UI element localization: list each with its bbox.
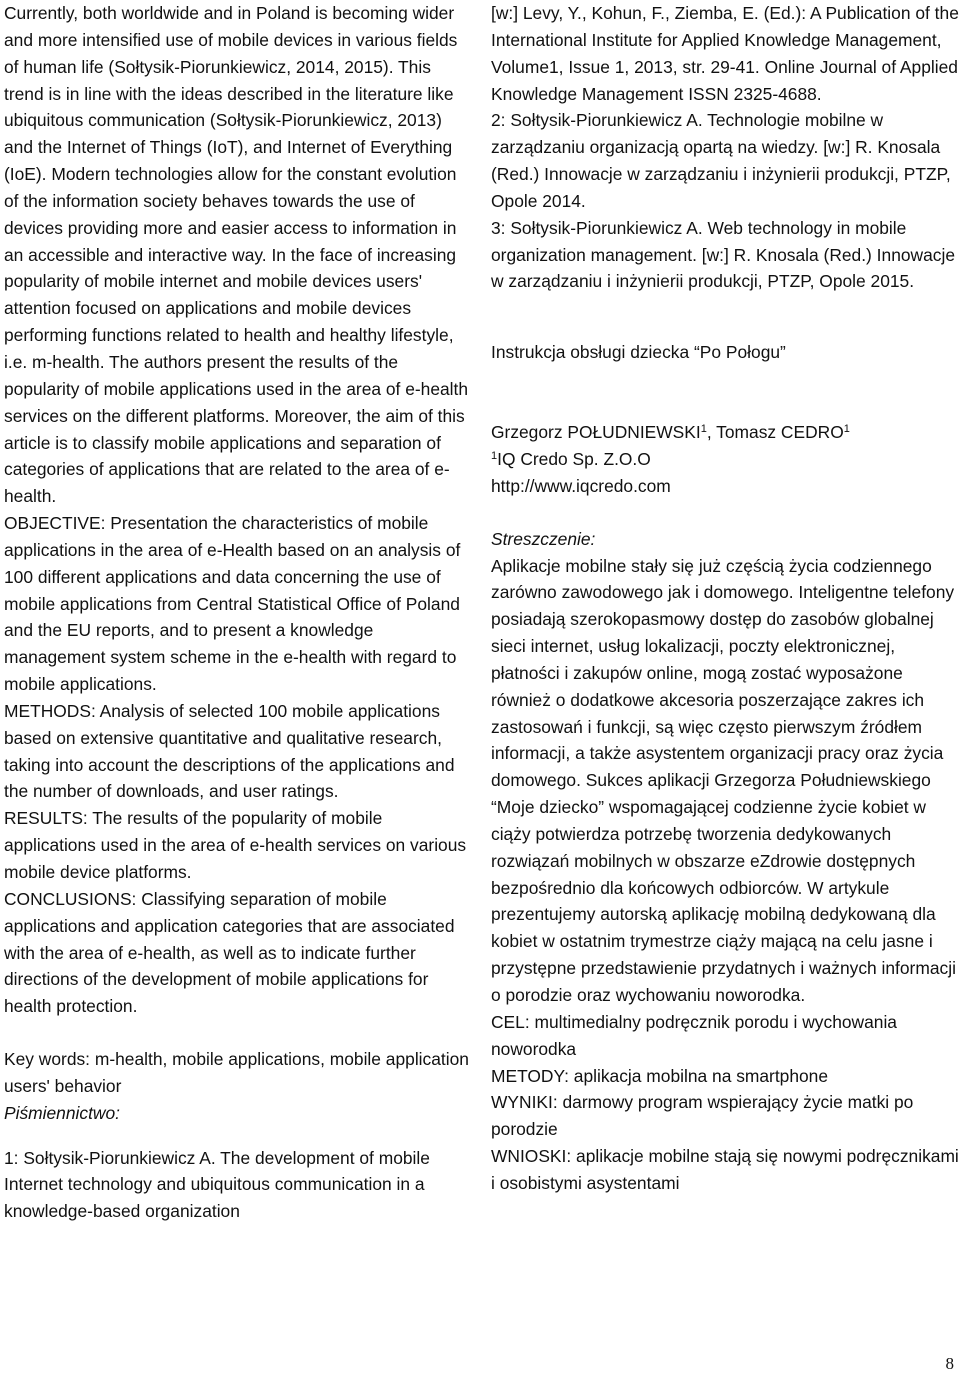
reference-1-start: 1: Sołtysik-Piorunkiewicz A. The development of mobile Internet technology and ubiquitous communication in a knowledge-based organization [4,1147,430,1222]
page-number: 8 [945,1354,954,1373]
objective-paragraph: OBJECTIVE: Presentation the characteristics of mobile applications in the area of e-Health based on an analysis of 100 different applications and data concerning the use of mobile applications from Central Statistical Office of Poland and the EU reports, and to present a knowledge management system scheme in the e-health with regard to mobile applications. [4,513,461,695]
reference-2: 2: Sołtysik-Piorunkiewicz A. Technologie mobilne w zarządzaniu organizacją opartą na wiedzy. [w:] R. Knosala (Red.) Innowacje w zarządzaniu i inżynierii produkcji, PTZP, Opole 2014. [491,110,951,211]
affiliation-mark: 1 [491,449,498,462]
keywords: Key words: m-health, mobile applications, mobile application users' behavior [4,1049,469,1096]
abstract-intro-paragraph: Currently, both worldwide and in Poland is becoming wider and more intensified use of mobile devices in various fields of human life (Sołtysik-Piorunkiewicz, 2014, 2015). This trend is in line with the ideas described in the literature like ubiquitous communication (Sołtysik-Piorunkiewicz, 2013) and the Internet of Things (IoT), and Internet of Everything (IoE). Modern technologies allow for the constant evolution of the information society behaves towards the use of devices providing more and easier access to information in an accessible and interactive way. In the face of increasing popularity of mobile internet and mobile devices users' attention focused on applications and mobile devices performing functions related to health and healthy lifestyle, i.e. m-health. The authors present the results of the popularity of mobile applications used in the area of e-health services on the different platforms. Moreover, the aim of this article is to classify mobile applications and separation of categories of applications that are related to the area of e-health. [4,3,469,507]
left-column [4,0,474,1225]
conclusions-paragraph: CONCLUSIONS: Classifying separation of mobile applications and application categories that are associated with the area of e-health, as well as to indicate further directions of the development of mobile applications for health protection. [4,888,455,1017]
results-paragraph-pl: WYNIKI: darmowy program wspierający życie matki po porodzie [491,1092,914,1140]
authors-line [491,419,959,446]
author-1-affiliation-mark: 1 [700,423,707,436]
author-2-affiliation-mark: 1 [843,423,850,436]
methods-paragraph: METHODS: Analysis of selected 100 mobile applications based on extensive quantitative and qualitative research, taking into account the descriptions of the applications and the number of downloads, and user ratings. [4,700,455,802]
references-heading: Piśmiennictwo: [4,1102,120,1123]
methods-line: METODY: aplikacja mobilna na smartphone [491,1065,829,1086]
article-title: Instrukcja obsługi dziecka “Po Połogu” [491,342,786,363]
affiliation: IQ Credo Sp. Z.O.O [497,448,651,469]
affiliation-line [491,446,959,473]
author-1: Grzegorz POŁUDNIEWSKI [491,422,701,443]
results-paragraph: RESULTS: The results of the popularity of mobile applications used in the area of e-health services on various mobile device platforms. [4,808,467,882]
goal-paragraph: CEL: multimedialny podręcznik porodu i wychowania noworodka [491,1011,897,1059]
conclusions-paragraph-pl: WNIOSKI: aplikacje mobilne stają się nowymi podręcznikami i osobistymi asystentami [491,1146,959,1193]
website: http://www.iqcredo.com [491,475,671,496]
abstract-body: Aplikacje mobilne stały się już częścią życia codziennego zarówno zawodowego jak i domowego. Inteligentne telefony posiadają szerokopasmowy dostęp do zasobów globalnej sieci internet, usług lokalizacji, poczty elektronicznej, płatności i zakupów online, mogą zostać wyposażone również o dodatkowe akcesoria poszerzające zakres ich zastosowań i funkcji, są więc często pierwszym źródłem informacji, a także asystentem organizacji pracy oraz życia domowego. Sukces aplikacji Grzegorza Południewskiego “Moje dziecko” wspomagającej codzienne życie kobiet w ciąży potwierdza potrzebę tworzenia dedykowanych rozwiązań mobilnych w obszarze eZdrowie dostępnych bezpośrednio dla końcowych odbiorców. W artykule prezentujemy autorską aplikację mobilną dedykowaną dla kobiet w ostatnim trymestrze ciąży mającą na celu jasne i przystępne przedstawienie przydatnych i ważnych informacji o porodzie oraz wychowaniu noworodka. [491,555,956,1005]
author-separator: , Tomasz CEDRO [706,422,844,443]
right-column [491,0,959,1197]
reference-3: 3: Sołtysik-Piorunkiewicz A. Web technology in mobile organization management. [w:] R. Knosala (Red.) Innowacje w zarządzaniu i inżynierii produkcji, PTZP, Opole 2015. [491,217,955,292]
abstract-heading: Streszczenie: [491,528,596,549]
reference-1-end: [w:] Levy, Y., Kohun, F., Ziemba, E. (Ed.): A Publication of the International Institute for Applied Knowledge Management, Volume1, Issue 1, 2013, str. 29-41. Online Journal of Applied Knowledge Management ISSN 2325-4688. [491,3,959,104]
